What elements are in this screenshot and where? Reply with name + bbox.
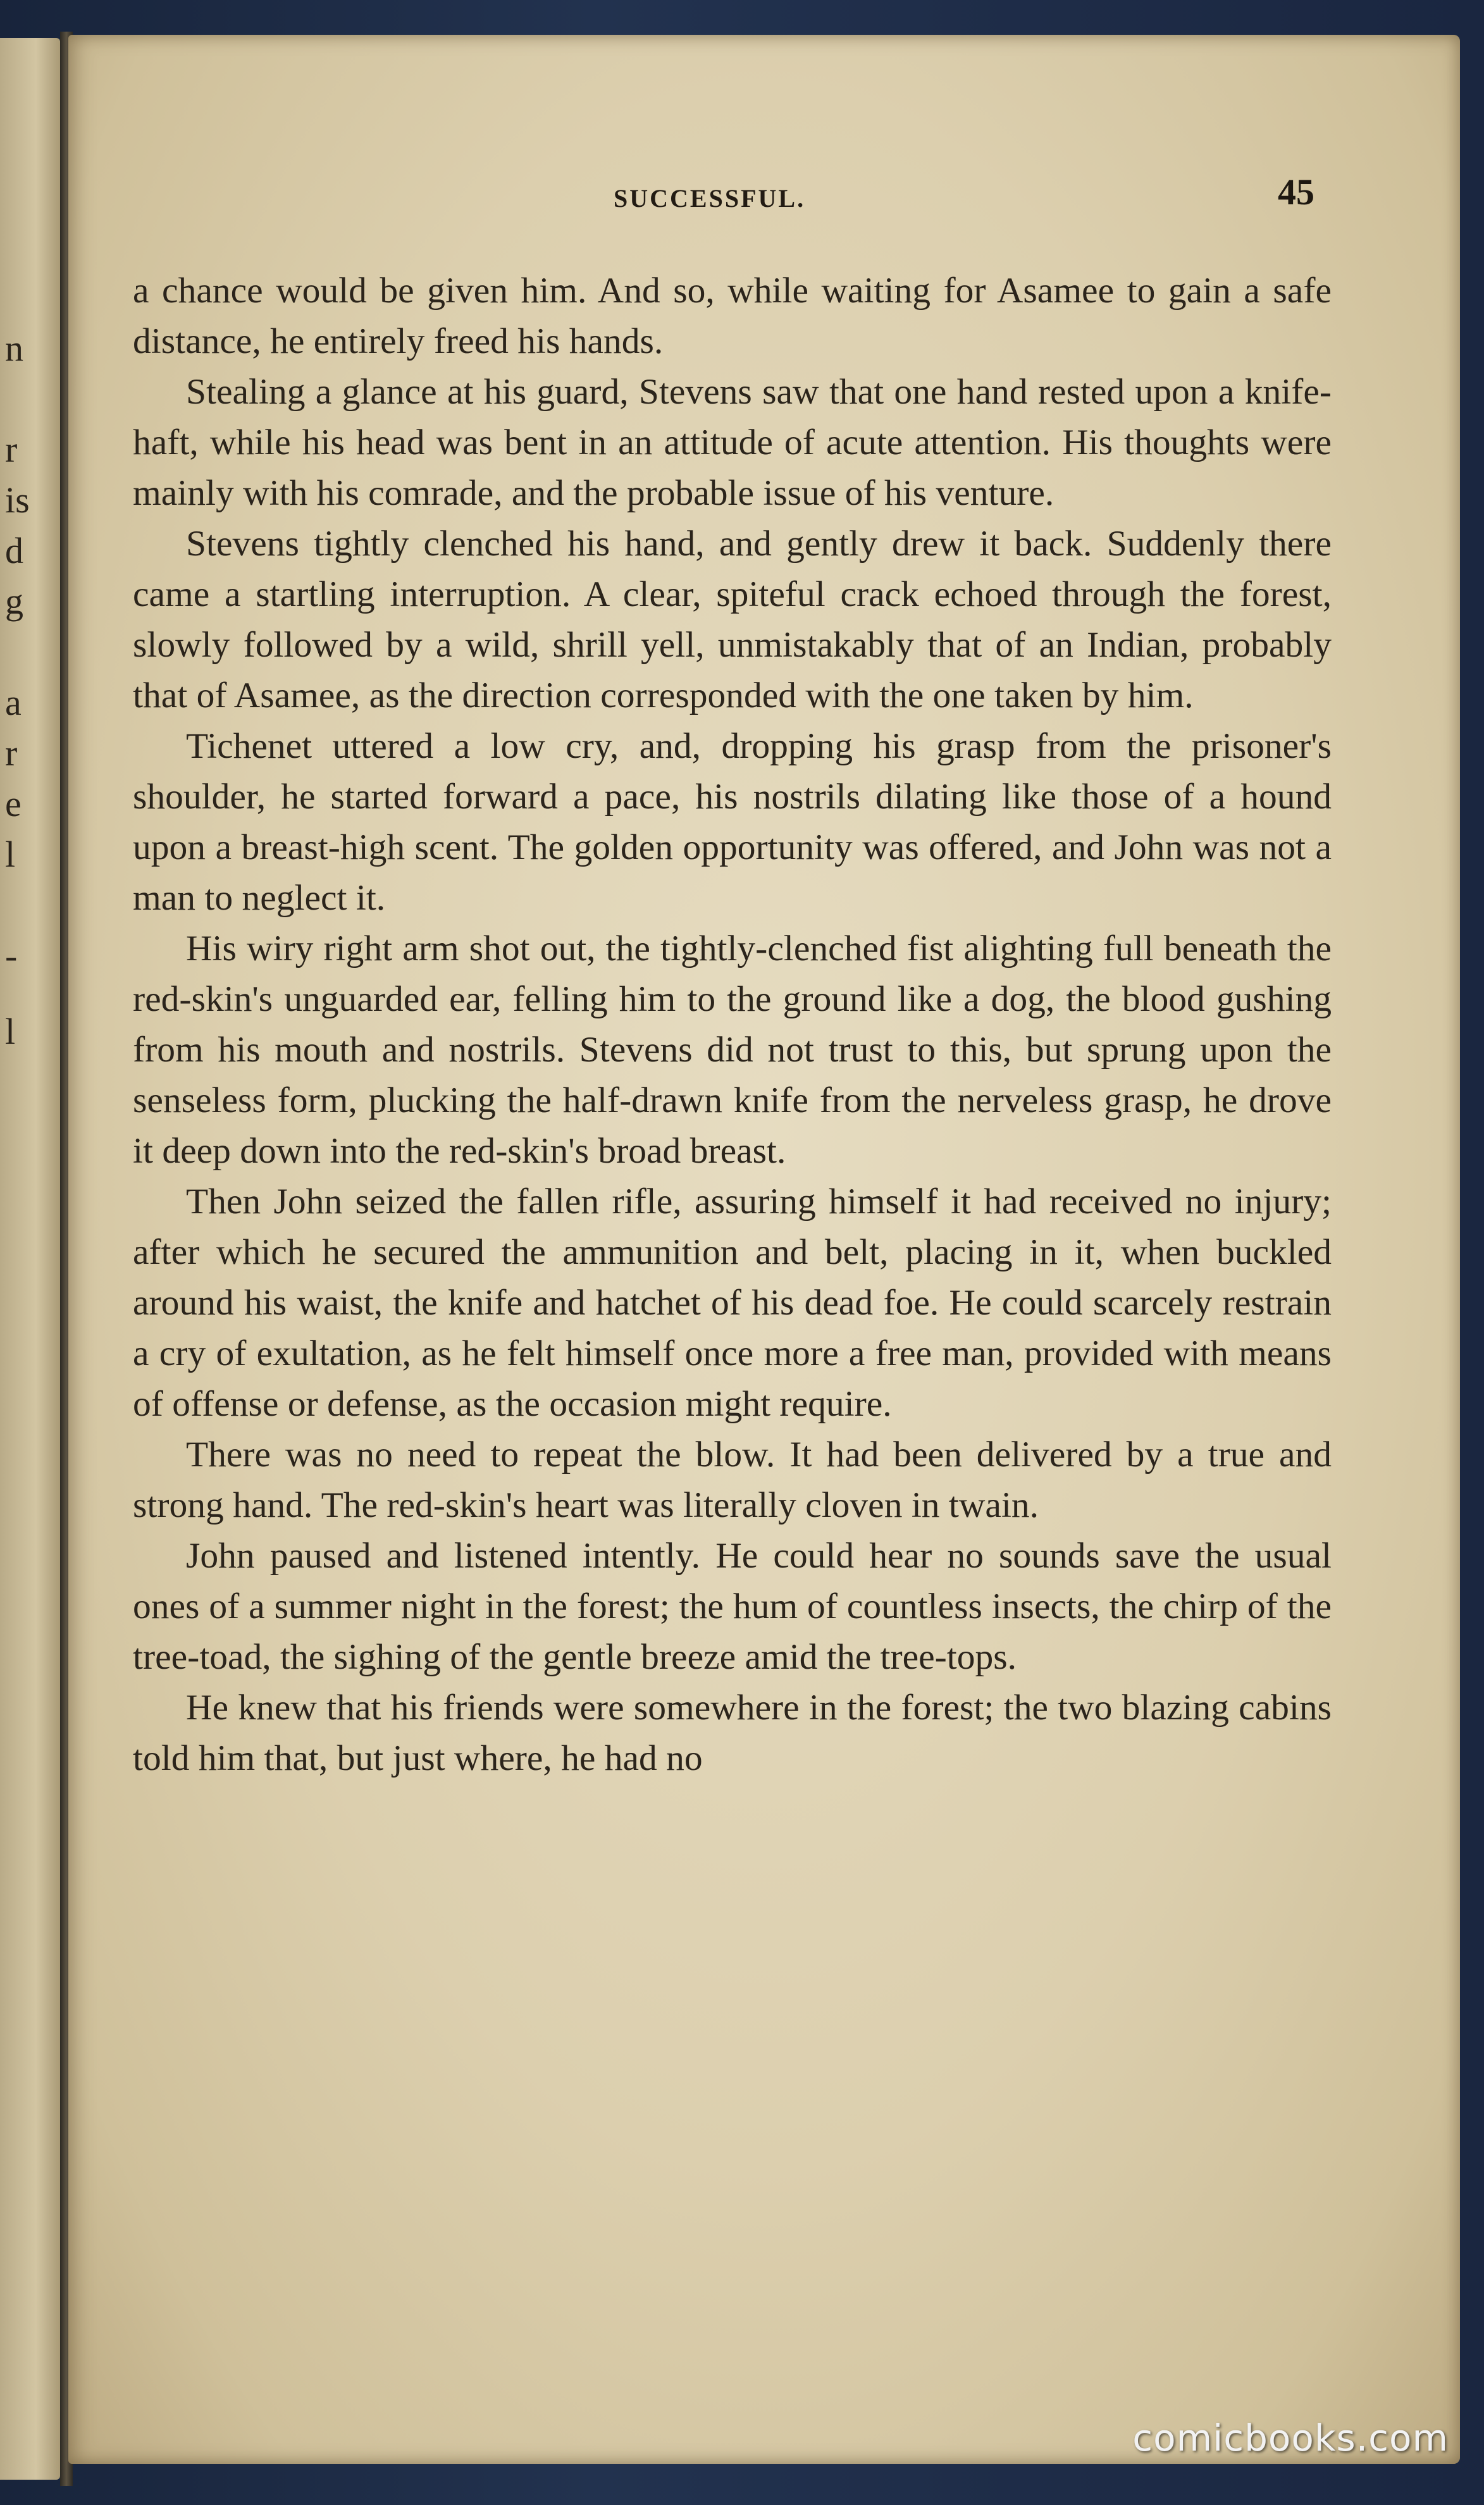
facing-page-fragment: l	[5, 1011, 16, 1052]
paragraph: John paused and listened intently. He could hear no sounds save the usual ones of a summer night in the forest; the hum of countless insects, the chirp of the tree-toad, the sighing of the gentle breeze amid the tree-tops.	[133, 1536, 1332, 1677]
running-head: SUCCESSFUL.	[614, 184, 806, 213]
paragraph: His wiry right arm shot out, the tightly-clenched fist alighting full beneath the red-skin's unguarded ear, felling him to the ground like a dog, the blood gushing from his mouth and nostrils. Stevens did not trust to this, but sprung upon the senseless form, plucking the half-drawn knife from the nerveless grasp, he drove it deep down into the red-skin's broad breast.	[133, 929, 1332, 1171]
paragraph: He knew that his friends were somewhere in the forest; the two blazing cabins told him that, but just where, he had no	[133, 1688, 1332, 1778]
paragraph: Tichenet uttered a low cry, and, dropping his grasp from the prisoner's shoulder, he started forward a pace, his nostrils dilating like those of a hound upon a breast-high scent. The golden opportunity was offered, and John was not a man to neglect it.	[133, 726, 1332, 918]
facing-page-fragment: a	[5, 682, 22, 723]
facing-page-fragment: g	[5, 581, 23, 622]
page-number: 45	[1278, 171, 1314, 213]
facing-page-fragment: r	[5, 733, 18, 774]
paragraph: Stevens tightly clenched his hand, and gently drew it back. Suddenly there came a startling interruption. A clear, spiteful crack echoed through the forest, slowly followed by a wild, shrill yell, unmistakably that of an Indian, probably that of Asamee, as the direction corresponded with the one taken by him.	[133, 524, 1332, 715]
facing-page-edge	[0, 38, 60, 2480]
watermark: comicbooks.com	[1132, 2416, 1449, 2459]
facing-page-fragment: -	[5, 935, 18, 976]
body-text	[133, 266, 1332, 1784]
paragraph: Then John seized the fallen rifle, assuring himself it had received no injury; after which he secured the ammunition and belt, placing in it, when buckled around his waist, the knife and hatchet of his dead foe. He could scarcely restrain a cry of exultation, as he felt himself once more a free man, provided with means of offense or defense, as the occasion might require.	[133, 1182, 1332, 1424]
facing-page-fragment: e	[5, 783, 22, 824]
facing-page-fragment: d	[5, 530, 23, 571]
facing-page-fragment: n	[5, 328, 23, 369]
paragraph: a chance would be given him. And so, while waiting for Asamee to gain a safe distance, he entirely freed his hands.	[133, 271, 1332, 361]
facing-page-fragment: l	[5, 834, 16, 875]
facing-page-fragment: is	[5, 479, 30, 521]
facing-page-fragment: r	[5, 429, 18, 470]
paragraph: There was no need to repeat the blow. It had been delivered by a true and strong hand. The red-skin's heart was literally cloven in twain.	[133, 1435, 1332, 1525]
paragraph: Stealing a glance at his guard, Stevens saw that one hand rested upon a knife-haft, while his head was bent in an attitude of acute attention. His thoughts were mainly with his comrade, and the probable issue of his venture.	[133, 372, 1332, 513]
